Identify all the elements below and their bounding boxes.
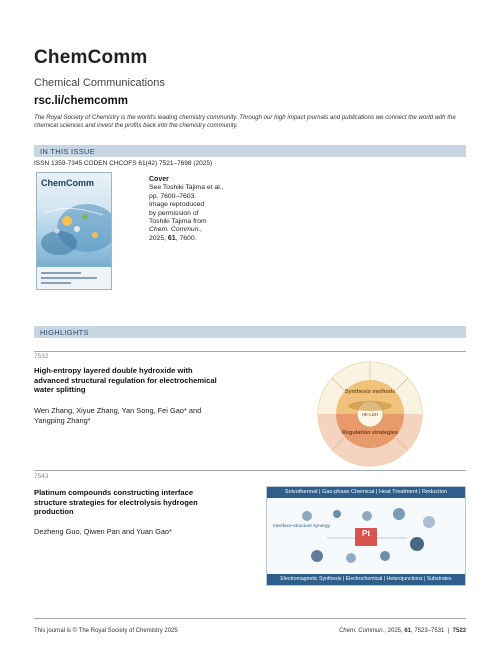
footer-citation bbox=[300, 628, 466, 634]
cover-line: by permission of bbox=[149, 209, 199, 217]
authors-line: Yangping Zhang* bbox=[34, 415, 91, 425]
article-title[interactable] bbox=[34, 366, 264, 395]
graphic-bottom-text: Regulation strategies bbox=[342, 430, 398, 436]
cover-image[interactable] bbox=[36, 172, 112, 290]
cover-art bbox=[37, 173, 111, 267]
graphic-top-text: Synthesis methods bbox=[344, 389, 396, 395]
cover-line: Toshiki Tajima from bbox=[149, 218, 207, 226]
footer-pages: , 7523–7531 bbox=[411, 628, 445, 634]
cover-year: 2025, bbox=[149, 234, 168, 242]
cover-citation bbox=[149, 235, 269, 243]
highlights-bar bbox=[34, 326, 466, 338]
journal-subtitle: Chemical Communications bbox=[34, 77, 165, 89]
cover-line: See Toshiki Tajima et al., bbox=[149, 184, 224, 192]
journal-title: ChemComm bbox=[34, 47, 148, 68]
in-this-issue-bar bbox=[34, 145, 466, 157]
graphic-side-label: Interface-structure synergy bbox=[273, 524, 331, 529]
footer-copyright: This journal is © The Royal Society of Chemistry 2025 bbox=[34, 628, 178, 634]
graphic-center-text: HE-LDH bbox=[361, 412, 379, 417]
footer-journal: Chem. Commun. bbox=[338, 628, 385, 634]
journal-url[interactable]: rsc.li/chemcomm bbox=[34, 95, 128, 107]
article-title-line: water splitting bbox=[34, 385, 86, 394]
article-title[interactable] bbox=[34, 488, 264, 517]
article-title-line: production bbox=[34, 507, 74, 516]
highlights-label: HIGHLIGHTS bbox=[40, 327, 89, 337]
divider bbox=[34, 351, 466, 352]
in-this-issue-label: IN THIS ISSUE bbox=[40, 146, 96, 156]
toc-graphic-pt[interactable] bbox=[266, 486, 466, 586]
divider bbox=[34, 470, 466, 471]
graphic-center-label: Pt bbox=[362, 529, 370, 538]
issn-line: ISSN 1359-7345 CODEN CHCOFS 61(42) 7521–7698 (2025) bbox=[34, 160, 213, 167]
footer-divider bbox=[34, 618, 466, 619]
footer-separator: | bbox=[447, 628, 450, 634]
article-title-line: advanced structural regulation for electrochemical bbox=[34, 375, 217, 385]
article-title-line: structure strategies for electrolysis hydrogen bbox=[34, 497, 198, 507]
article-title-line: Platinum compounds constructing interface bbox=[34, 488, 194, 497]
cover-line: Chem. Commun., bbox=[149, 226, 203, 234]
cover-footer bbox=[37, 267, 111, 289]
mission-statement: The Royal Society of Chemistry is the world's leading chemistry community. Through our high impact journals and publications we connect the world with the chemical sciences and invest the profits back into the chemistry community. bbox=[34, 114, 456, 129]
authors-line: Dezheng Guo, Qiwen Pan and Yuan Gao* bbox=[34, 527, 172, 536]
footer-volume: 61 bbox=[404, 628, 412, 634]
toc-graphic-hedlh[interactable] bbox=[310, 360, 430, 468]
footer-page-number: 7523 bbox=[452, 628, 466, 634]
footer-year: , 2025, bbox=[384, 628, 405, 634]
cover-line: Image reproduced bbox=[149, 201, 205, 209]
cover-line: pp. 7600–7603. bbox=[149, 192, 197, 200]
article-title-line: High-entropy layered double hydroxide with bbox=[34, 366, 193, 375]
graphic-top-banner: Solvothermal | Gas-phase Chemical | Heat Treatment | Reduction bbox=[267, 487, 465, 498]
article-authors bbox=[34, 406, 264, 425]
cover-page: , 7600. bbox=[175, 234, 197, 242]
cover-image-logo: ChemComm bbox=[41, 178, 95, 188]
cover-heading: Cover bbox=[149, 176, 169, 183]
article-authors bbox=[34, 527, 264, 537]
article-page-number: 7543 bbox=[34, 473, 49, 480]
article-page-number: 7532 bbox=[34, 353, 49, 360]
cover-caption bbox=[149, 176, 269, 243]
cover-volume: 61 bbox=[167, 234, 176, 242]
graphic-bottom-banner: Electromagnetic Synthesis | Electrochemical | Heterojunctions | Substrates bbox=[267, 574, 465, 585]
authors-line: Wen Zhang, Xiyue Zhang, Yan Song, Fei Gao* and bbox=[34, 406, 202, 415]
